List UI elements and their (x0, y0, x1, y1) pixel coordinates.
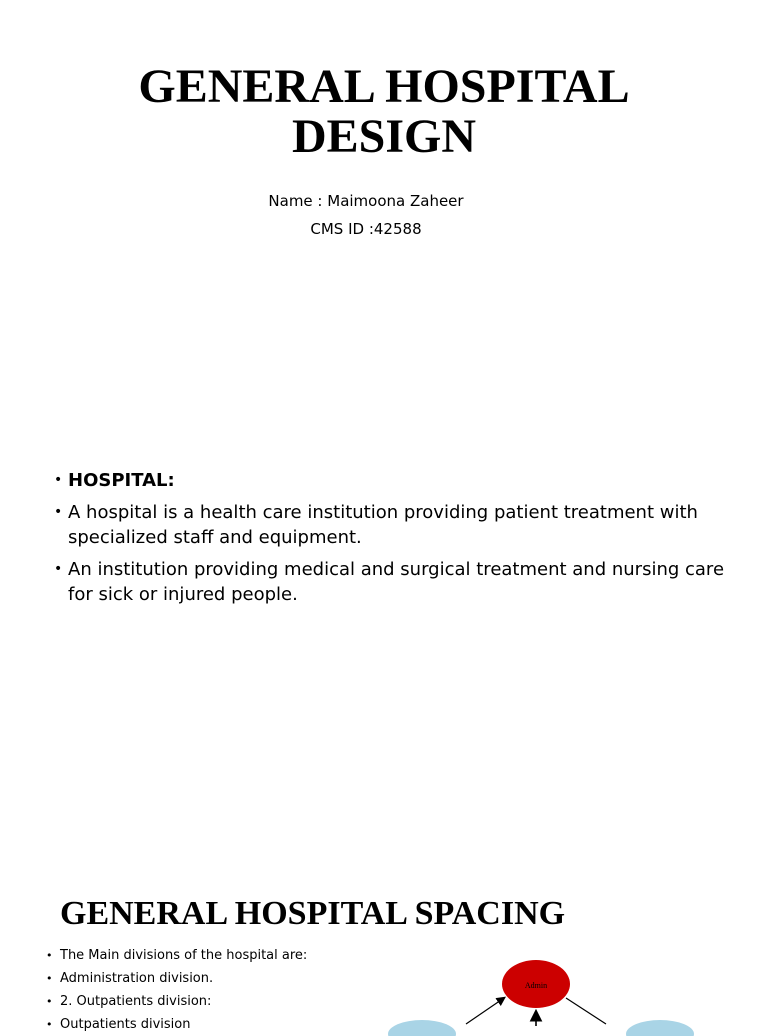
title-line-2: DESIGN (291, 110, 477, 163)
cms-id: CMS ID :42588 (310, 220, 422, 238)
divisions-bullet-list (46, 944, 366, 1036)
title-line-1: GENERAL HOSPITAL (138, 60, 630, 113)
bullet-icon: • (46, 995, 53, 1008)
hospital-spacing-slide (0, 862, 768, 1032)
bullet-icon: • (54, 504, 63, 520)
bullet-icon: • (54, 472, 63, 488)
bullet-text: 2. Outpatients division: (60, 994, 212, 1009)
list-item (54, 500, 724, 550)
division-node-right (626, 1020, 694, 1036)
connector-left (466, 998, 504, 1024)
slide-title: GENERAL HOSPITAL SPACING (60, 895, 566, 932)
bullet-icon: • (46, 1018, 53, 1031)
bullet-text: A hospital is a health care institution providing patient treatment with specialized staff and equipment. (68, 502, 698, 548)
bullet-text: Outpatients division (60, 1017, 191, 1032)
bullet-text: The Main divisions of the hospital are: (60, 948, 308, 963)
list-item (54, 468, 724, 493)
author-name: Name : Maimoona Zaheer (268, 192, 464, 210)
admin-node-label: Admin (524, 981, 548, 990)
connector-right (566, 998, 606, 1024)
bullet-icon: • (54, 561, 63, 577)
bullet-icon: • (46, 949, 53, 962)
hospital-divisions-diagram (370, 942, 730, 1024)
division-node-left (388, 1020, 456, 1036)
bullet-text: An institution providing medical and surgical treatment and nursing care for sick or injured people. (68, 559, 725, 605)
bullet-text: Administration division. (60, 971, 214, 986)
definition-bullet-list (54, 468, 724, 614)
list-item (46, 990, 366, 1013)
bullet-heading: HOSPITAL: (68, 470, 175, 491)
title-slide (0, 0, 768, 436)
list-item (46, 944, 366, 967)
list-item (46, 1013, 366, 1036)
list-item (46, 967, 366, 990)
slide-title (0, 62, 768, 162)
list-item (54, 557, 724, 607)
hospital-definition-slide (0, 448, 768, 850)
bullet-icon: • (46, 972, 53, 985)
